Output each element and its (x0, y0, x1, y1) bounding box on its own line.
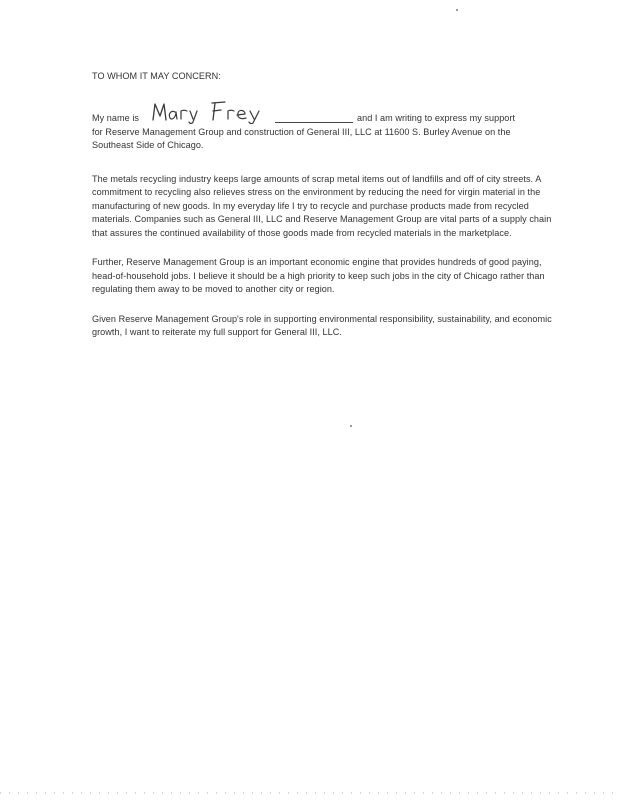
intro-tail-text: and I am writing to express my support (357, 113, 516, 123)
intro-lead-text: My name is (92, 113, 139, 123)
support-letter (92, 70, 554, 356)
intro-first-line (92, 100, 554, 126)
handwritten-signature (149, 98, 269, 124)
intro-paragraph (92, 100, 554, 153)
intro-rest-text: for Reserve Management Group and construction of General III, LLC at 11600 S. Burley Avenue on the Southeast Side of Chicago. (92, 126, 511, 150)
paragraph-recycling: The metals recycling industry keeps large amounts of scrap metal items out of landfills and off of city streets. A commitment to recycling also relieves stress on the environment by reducing the need for virgin material in the manufacturing of new goods. In my everyday life I try to recycle and purchase products made from recycled materials. Companies such as General III, LLC and Reserve Management Group are vital parts of a supply chain that assures the continued availability of those goods made from recycled materials in the marketplace. (92, 173, 552, 238)
scan-edge-noise (0, 792, 618, 794)
signature-blank-line (275, 122, 353, 123)
scan-speck (350, 425, 352, 427)
salutation: TO WHOM IT MAY CONCERN: (92, 71, 221, 81)
paragraph-closing: Given Reserve Management Group's role in supporting environmental responsibility, sustainability, and economic growth, I want to reiterate my full support for General III, LLC. (92, 313, 552, 337)
paragraph-economic: Further, Reserve Management Group is an important economic engine that provides hundreds of good paying, head-of-household jobs. I believe it should be a high priority to keep such jobs in the city of Chicago rather than regulating them away to be moved to another city or region. (92, 257, 545, 294)
scan-speck (456, 9, 458, 11)
